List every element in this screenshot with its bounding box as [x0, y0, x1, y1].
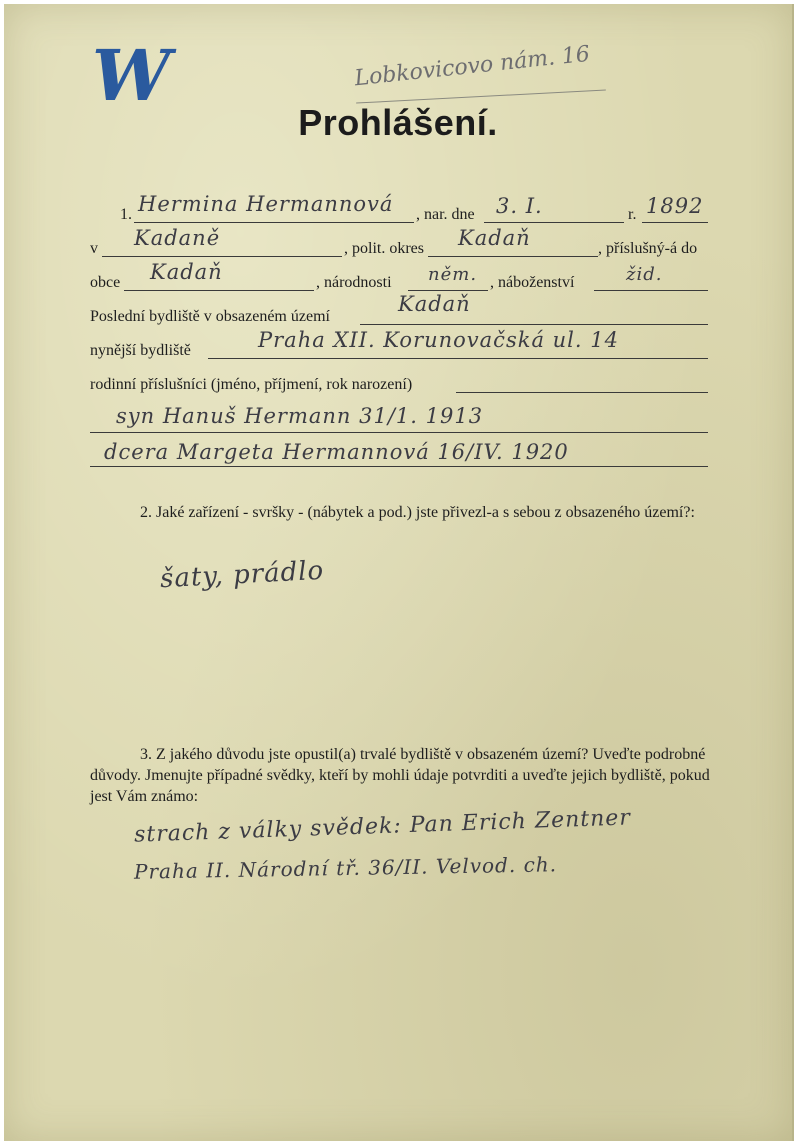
section-2-answer: šaty, prádlo — [159, 555, 325, 595]
blue-corner-mark: W — [92, 34, 171, 117]
year-label: r. — [628, 206, 637, 223]
nationality-line — [408, 290, 488, 291]
current-residence-line — [208, 358, 708, 359]
current-residence-value: Praha XII. Korunovačská ul. 14 — [258, 328, 619, 352]
municipality-line — [124, 290, 314, 291]
district-value: Kadaň — [458, 226, 531, 250]
municipality-value: Kadaň — [150, 260, 223, 284]
family-line-2 — [90, 466, 708, 467]
current-residence-label: nynější bydliště — [90, 342, 191, 359]
municipality-label: obce — [90, 274, 121, 291]
birth-place-value: Kadaně — [134, 226, 221, 250]
family-members-label: rodinní příslušníci (jméno, příjmení, rok narození) — [90, 376, 413, 393]
religion-value: žid. — [626, 264, 663, 285]
last-residence-line — [360, 324, 708, 325]
religion-label: , náboženství — [490, 274, 575, 291]
name-value: Hermina Hermannová — [138, 192, 394, 216]
section-3-answer-line-1: strach z války svědek: Pan Erich Zentner — [133, 805, 632, 848]
religion-line — [594, 290, 708, 291]
section-1-number: 1. — [120, 206, 132, 223]
district-line — [428, 256, 598, 257]
belonging-label: , příslušný-á do — [598, 240, 698, 257]
family-member-1: syn Hanuš Hermann 31/1. 1913 — [116, 404, 484, 428]
born-label: , nar. dne — [416, 206, 475, 223]
year-line — [642, 222, 708, 223]
section-3-question: 3. Z jakého důvodu jste opustil(a) trvalé bydliště v obsazeném území? Uveďte podrobné důvody. Jmenujte případné svědky, kteří by mohli údaje potvrditi a uveďte jejich bydliště, pokud jest Vám známo: — [90, 746, 710, 805]
district-label: , polit. okres — [344, 240, 424, 257]
page-title: Prohlášení. — [298, 102, 498, 143]
nationality-value: něm. — [428, 264, 478, 285]
name-line — [134, 222, 414, 223]
family-label-line — [456, 392, 708, 393]
born-date-line — [484, 222, 624, 223]
year-value: 1892 — [646, 194, 704, 218]
nationality-label: , národnosti — [316, 274, 392, 291]
in-label: v — [90, 240, 98, 257]
last-residence-label: Poslední bydliště v obsazeném území — [90, 308, 330, 325]
section-3-answer-line-2: Praha II. Národní tř. 36/II. Velvod. ch. — [133, 852, 558, 884]
document-page — [4, 4, 794, 1141]
birth-place-line — [102, 256, 342, 257]
born-date-value: 3. I. — [496, 194, 543, 218]
family-line-1 — [90, 432, 708, 433]
family-member-2: dcera Margeta Hermannová 16/IV. 1920 — [104, 440, 569, 464]
pencil-address-note: Lobkovicovo nám. 16 — [353, 41, 592, 92]
section-2-question: 2. Jaké zařízení - svršky - (nábytek a pod.) jste přivezl-a s sebou z obsazeného území?: — [140, 504, 695, 521]
last-residence-value: Kadaň — [398, 292, 471, 316]
